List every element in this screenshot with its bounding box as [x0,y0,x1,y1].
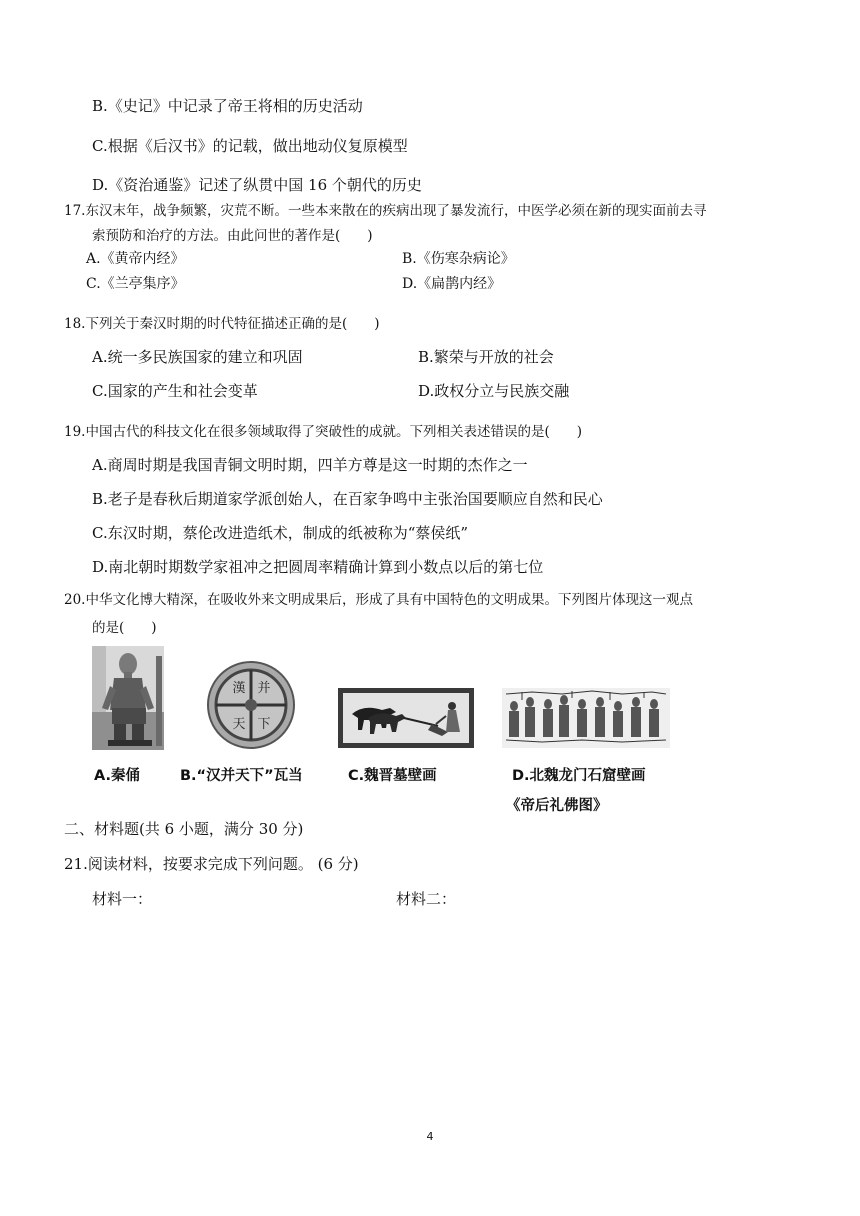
q17-option-b: B.《伤寒杂病论》 [402,251,515,267]
q18-stem: 18.下列关于秦汉时期的时代特征描述正确的是( ) [64,316,380,332]
caption-b: B.“汉并天下”瓦当 [180,768,303,784]
longmen-relief-image [502,688,670,748]
caption-d-line1: D.北魏龙门石窟壁画 [512,768,646,784]
q18-option-d: D.政权分立与民族交融 [418,382,570,400]
q18-option-a: A.统一多民族国家的建立和巩固 [92,348,303,366]
q19-option-d: D.南北朝时期数学家祖冲之把圆周率精确计算到小数点以后的第七位 [92,558,544,576]
terracotta-warrior-image [92,646,164,750]
q18-option-b: B.繁荣与开放的社会 [418,348,554,366]
q17-stem-line2: 索预防和治疗的方法。由此问世的著作是( ) [92,228,373,244]
tile-character: 下 [257,717,271,732]
tile-character: 漢 [232,681,246,696]
q21-stem: 21.阅读材料，按要求完成下列问题。 (6 分) [64,855,359,873]
tile-character: 天 [232,717,246,732]
tomb-mural-image [338,688,474,748]
q18-option-c: C.国家的产生和社会变革 [92,382,258,400]
q21-material-one-label: 材料一： [92,890,153,908]
q17-option-d: D.《扁鹊内经》 [402,276,502,292]
q20-stem-line2: 的是( ) [92,620,157,636]
q21-material-two-label: 材料二： [396,890,457,908]
caption-c: C.魏晋墓壁画 [348,768,437,784]
page-number: 4 [426,1130,434,1143]
q16-option-d: D.《资治通鉴》记述了纵贯中国 16 个朝代的历史 [92,176,422,194]
caption-a: A.秦俑 [94,768,140,784]
q19-option-b: B.老子是春秋后期道家学派创始人，在百家争鸣中主张治国要顺应自然和民心 [92,490,603,508]
tile-character: 并 [257,681,271,696]
han-tile-end-image [206,660,296,750]
q19-stem: 19.中国古代的科技文化在很多领域取得了突破性的成就。下列相关表述错误的是( ) [64,424,583,440]
q17-option-a: A.《黄帝内经》 [86,251,185,267]
q16-option-b: B.《史记》中记录了帝王将相的历史活动 [92,97,363,115]
q16-option-c: C.根据《后汉书》的记载，做出地动仪复原模型 [92,137,408,155]
q17-stem-line1: 17.东汉末年，战争频繁，灾荒不断。一些本来散在的疾病出现了暴发流行，中医学必须在新的现实面前去寻 [64,203,707,219]
section-heading: 二、材料题(共 6 小题，满分 30 分) [64,820,304,838]
q19-option-a: A.商周时期是我国青铜文明时期，四羊方尊是这一时期的杰作之一 [92,456,528,474]
q20-stem-line1: 20.中华文化博大精深，在吸收外来文明成果后，形成了具有中国特色的文明成果。下列图片体现这一观点 [64,592,693,608]
q19-option-c: C.东汉时期，蔡伦改进造纸术，制成的纸被称为“蔡侯纸” [92,524,469,542]
q17-option-c: C.《兰亭集序》 [86,276,185,292]
caption-d-line2: 《帝后礼佛图》 [506,798,608,814]
